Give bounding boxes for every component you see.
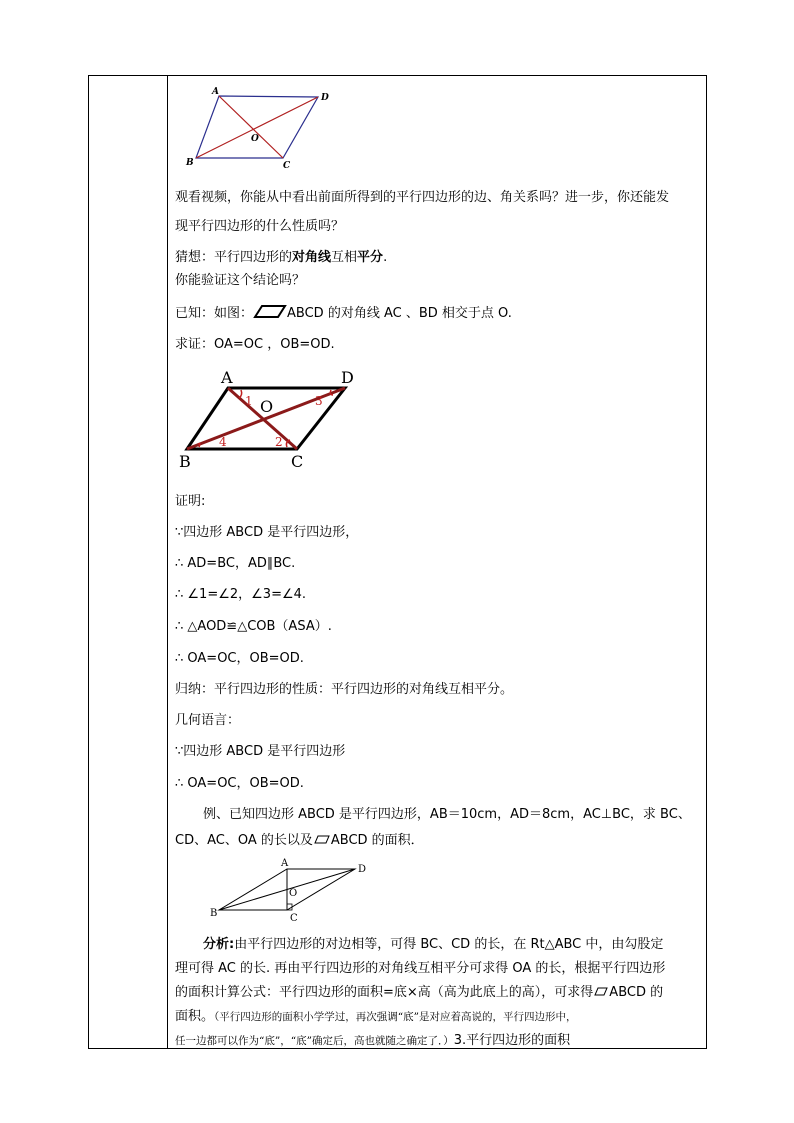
proof-step: ∵四边形 ABCD 是平行四边形， <box>175 525 359 540</box>
geo-lang-title: 几何语言： <box>175 713 241 728</box>
analysis-label: 分析: <box>203 937 235 952</box>
analysis-line-3-prefix: 的面积计算公式：平行四边形的面积=底×高（高为此底上的高），可求得 <box>175 985 594 1000</box>
label-c: C <box>291 452 304 471</box>
label-o: O <box>289 888 298 899</box>
label-d: D <box>358 864 367 875</box>
label-b: B <box>179 452 191 471</box>
angle-label-3: 3 <box>315 394 323 408</box>
layout-table <box>88 75 707 1049</box>
label-c: C <box>290 913 298 924</box>
geo-lang-line: ∴ OA=OC，OB=OD. <box>175 776 304 791</box>
label-a: A <box>221 368 233 387</box>
conjecture-bold-1: 对角线 <box>292 250 332 265</box>
parallelogram-symbol-icon <box>254 305 286 318</box>
parallelogram-figure-3 <box>211 854 371 922</box>
given-prefix: 已知：如图： <box>175 306 254 321</box>
given-suffix: ABCD 的对角线 AC 、BD 相交于点 O. <box>287 306 512 321</box>
column-divider <box>167 76 168 1048</box>
conjecture-suffix: . <box>383 250 388 265</box>
example-line-1: 例、已知四边形 ABCD 是平行四边形，AB＝10cm，AD＝8cm，AC⊥BC，求 BC、 <box>203 807 691 822</box>
label-b: B <box>210 908 218 919</box>
content-cell <box>175 76 707 1048</box>
analysis-note-1: （平行四边形的面积小学学过，再次强调“底”是对应着高说的，平行四边形中， <box>214 1011 577 1023</box>
analysis-line-5 <box>175 1033 570 1049</box>
label-o: O <box>251 134 259 144</box>
parallelogram-figure-1 <box>185 86 335 176</box>
analysis-line-5-tail: 3.平行四边形的面积 <box>453 1033 571 1048</box>
label-a: A <box>281 858 289 869</box>
conjecture-mid: 互相 <box>331 250 358 265</box>
analysis-note-2: 任一边都可以作为“底”，“底”确定后，高也就随之确定了．） <box>175 1035 454 1047</box>
verify-question: 你能验证这个结论吗？ <box>175 273 306 288</box>
angle-arc-1 <box>239 390 242 398</box>
summary: 归纳：平行四边形的性质：平行四边形的对角线互相平分。 <box>175 682 514 697</box>
to-prove: 求证：OA=OC ，OB=OD. <box>175 337 335 352</box>
analysis-line-4 <box>175 1009 577 1025</box>
label-d: D <box>321 93 329 103</box>
label-b: B <box>186 158 194 168</box>
analysis-line-3-suffix: ABCD 的 <box>609 985 664 1000</box>
label-o: O <box>260 397 274 416</box>
diagonal-bd <box>196 97 318 158</box>
proof-step: ∴ △AOD≌△COB（ASA）. <box>175 619 332 634</box>
analysis-line-3 <box>175 985 663 1001</box>
diagonal-ac <box>219 96 283 158</box>
example-line-2-prefix: CD、AC、OA 的长以及 <box>175 833 313 848</box>
label-d: D <box>341 368 354 387</box>
intro-line-2: 现平行四边形的什么性质吗？ <box>175 219 345 234</box>
conjecture-bold-2: 平分 <box>357 250 384 265</box>
example-line-2 <box>175 833 424 849</box>
analysis-line-4-prefix: 面积。 <box>175 1009 215 1024</box>
given-line <box>175 305 512 322</box>
proof-step: ∴ AD=BC，AD∥BC. <box>175 556 296 571</box>
analysis-line-2: 理可得 AC 的长. 再由平行四边形的对角线互相平分可求得 OA 的长，根据平行四边形 <box>175 961 666 976</box>
angle-label-4: 4 <box>219 435 227 449</box>
geo-lang-line: ∵四边形 ABCD 是平行四边形 <box>175 744 346 759</box>
angle-label-2: 2 <box>275 435 283 449</box>
conjecture-line <box>175 250 387 266</box>
label-c: C <box>283 161 291 171</box>
analysis-line-1 <box>203 937 663 953</box>
proof-title: 证明: <box>175 494 206 509</box>
angle-label-1: 1 <box>245 394 253 408</box>
example-line-2-suffix: ABCD 的面积． <box>330 833 424 848</box>
proof-step: ∴ ∠1=∠2，∠3=∠4. <box>175 587 307 602</box>
proof-step: ∴ OA=OC，OB=OD. <box>175 651 304 666</box>
analysis-text-1: 由平行四边形的对边相等，可得 BC、CD 的长，在 Rt△ABC 中，由勾股定 <box>234 937 664 952</box>
intro-line-1: 观看视频，你能从中看出前面所得到的平行四边形的边、角关系吗？进一步，你还能发 <box>175 190 670 205</box>
parallelogram-symbol-icon <box>594 987 608 996</box>
parallelogram-symbol-icon <box>314 835 330 844</box>
parallelogram-figure-2 <box>181 368 361 474</box>
conjecture-prefix: 猜想：平行四边形的 <box>175 250 293 265</box>
label-a: A <box>212 87 219 97</box>
